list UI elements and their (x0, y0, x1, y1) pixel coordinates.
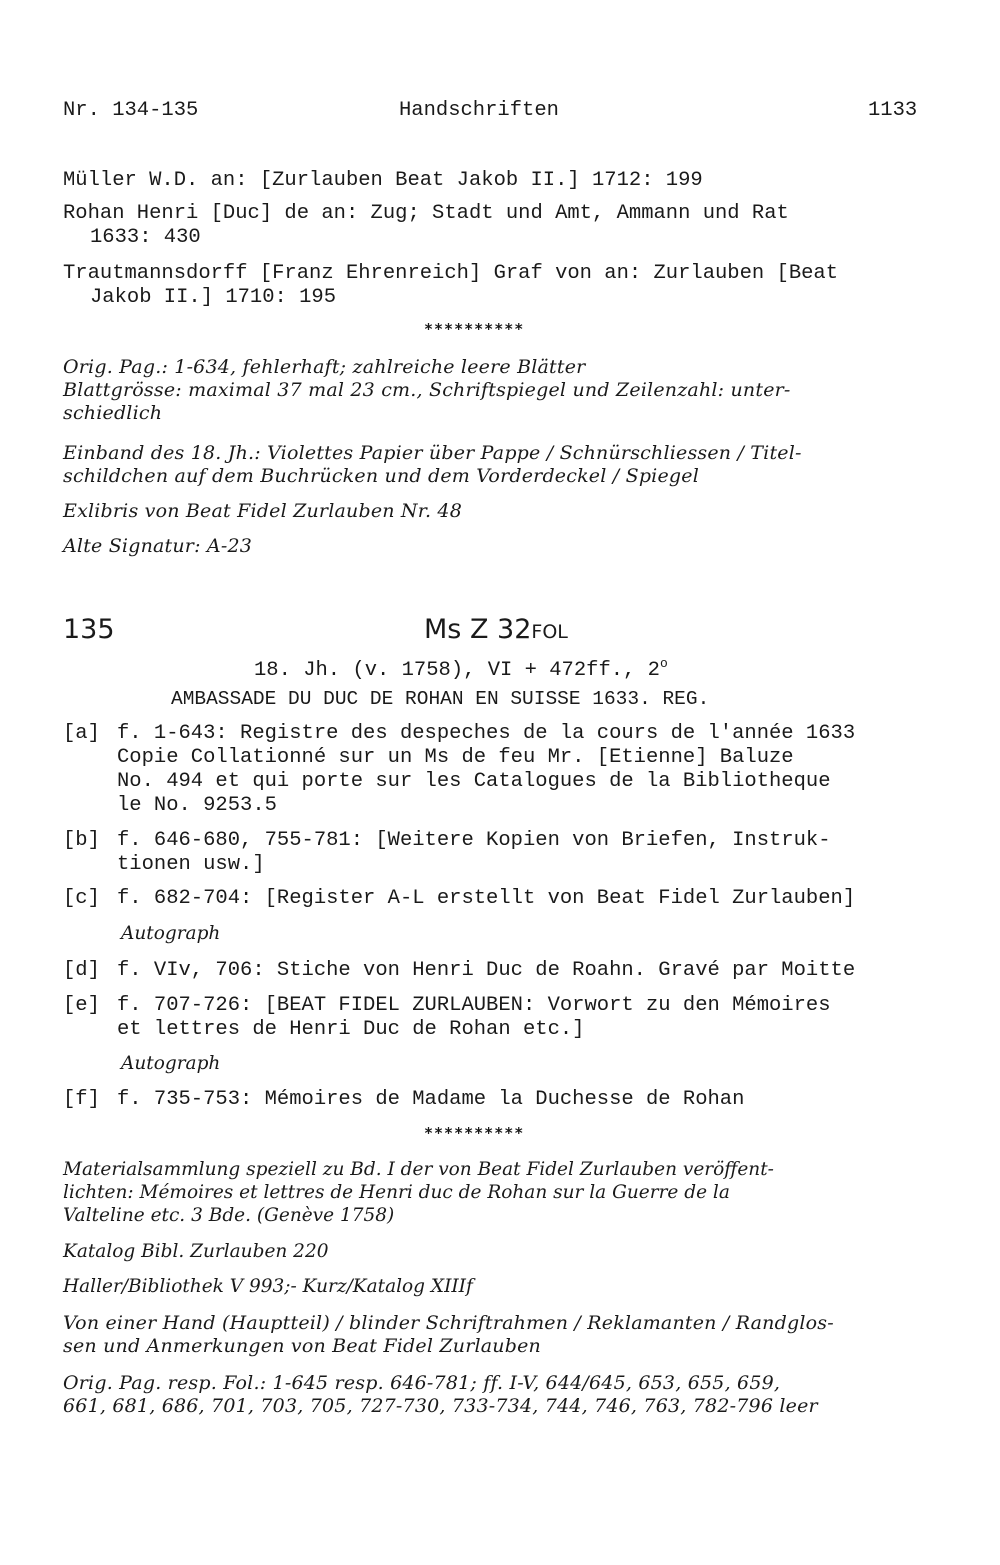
page-number: 1133 (868, 99, 918, 122)
note-pagination: Orig. Pag.: 1-634, fehlerhaft; zahlreiche leere Blätter Blattgrösse: maximal 37 mal 23 cm., Schriftspiegel und Zeilenzahl: unter- schiedlich (63, 356, 791, 424)
note-pagination: Orig. Pag. resp. Fol.: 1-645 resp. 646-781; ff. I-V, 644/645, 653, 655, 659, 661, 681, 686, 701, 703, 705, 727-730, 733-734, 744, 746, 763, 782-796 leer (63, 1372, 818, 1417)
note-old-signature: Alte Signatur: A-23 (63, 535, 253, 557)
note-binding: Einband des 18. Jh.: Violettes Papier über Pappe / Schnürschliessen / Titel- schildchen auf dem Buchrücken und dem Vorderdeckel / Spiegel (63, 442, 802, 487)
running-header-title: Handschriften (399, 99, 559, 122)
item-c-note: Autograph (121, 923, 221, 944)
letter-entry: Müller W.D. an: [Zurlauben Beat Jakob II.] 1712: 199 (63, 169, 703, 192)
shelfmark: Ms Z 32FOL (424, 614, 568, 645)
separator-stars: ********** (424, 320, 525, 338)
item-d: [d] f. VIv, 706: Stiche von Henri Duc de Roahn. Gravé par Moitte (63, 959, 856, 982)
note-haller: Haller/Bibliothek V 993;- Kurz/Katalog XIIIf (63, 1276, 473, 1297)
note-material-collection: Materialsammlung speziell zu Bd. I der von Beat Fidel Zurlauben veröffent- lichten: Mémoires et lettres de Henri duc de Rohan sur la Guerre de la Valteline etc. 3 Bde. (Genève 1758) (63, 1159, 774, 1226)
manuscript-title: AMBASSADE DU DUC DE ROHAN EN SUISSE 1633. REG. (171, 688, 710, 710)
item-f: [f] f. 735-753: Mémoires de Madame la Duchesse de Rohan (63, 1088, 745, 1111)
note-exlibris: Exlibris von Beat Fidel Zurlauben Nr. 48 (63, 500, 463, 522)
running-header-left: Nr. 134-135 (63, 99, 199, 122)
item-e-note: Autograph (121, 1053, 221, 1074)
note-hand: Von einer Hand (Hauptteil) / blinder Schriftrahmen / Reklamanten / Randglos- sen und Anmerkungen von Beat Fidel Zurlauben (63, 1312, 834, 1357)
item-b: [b] f. 646-680, 755-781: [Weitere Kopien von Briefen, Instruk- tionen usw.] (63, 829, 831, 876)
letter-entry: Trautmannsdorff [Franz Ehrenreich] Graf von an: Zurlauben [Beat Jakob II.] 1710: 195 (63, 262, 839, 309)
letter-entry: Rohan Henri [Duc] de an: Zug; Stadt und Amt, Ammann und Rat 1633: 430 (63, 202, 789, 249)
note-catalog: Katalog Bibl. Zurlauben 220 (63, 1241, 329, 1262)
item-e: [e] f. 707-726: [BEAT FIDEL ZURLAUBEN: Vorwort zu den Mémoires et lettres de Henri Duc de Rohan etc.] (63, 994, 831, 1041)
entry-number: 135 (63, 614, 115, 645)
date-extent-line: 18. Jh. (v. 1758), VI + 472ff., 2$^o$ (254, 656, 668, 682)
separator-stars: ********** (424, 1124, 525, 1142)
item-c: [c] f. 682-704: [Register A-L erstellt von Beat Fidel Zurlauben] (63, 887, 856, 910)
item-a: [a] f. 1-643: Registre des despeches de la cours de l'année 1633 Copie Collationné sur un Ms de feu Mr. [Etienne] Baluze No. 494 et qui porte sur les Catalogues de la Bibliotheque le No. 9253.5 (63, 722, 856, 817)
